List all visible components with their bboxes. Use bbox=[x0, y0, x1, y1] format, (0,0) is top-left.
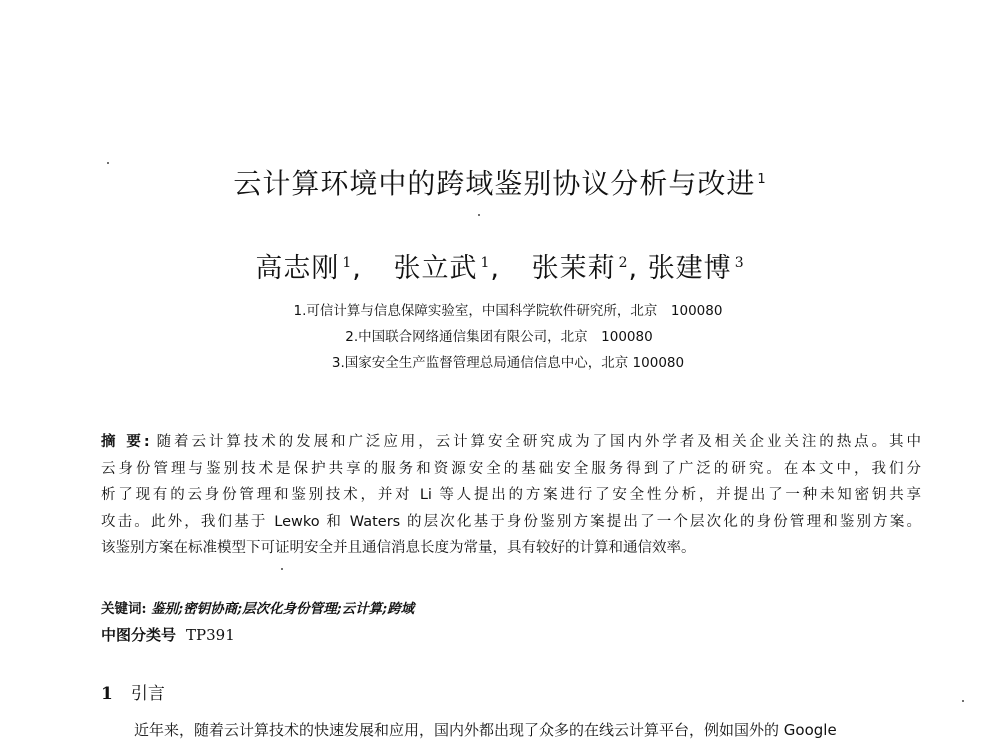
classification-number bbox=[101, 624, 235, 645]
author-name: 高志刚 bbox=[255, 253, 340, 284]
section-number: 1 bbox=[101, 684, 113, 704]
scan-speck bbox=[281, 568, 283, 570]
author-name: 张茉莉 bbox=[531, 253, 616, 284]
author-affiliation-mark: 1 bbox=[342, 255, 353, 271]
abstract-line: 该鉴别方案在标准模型下可证明安全并且通信消息长度为常量，具有较好的计算和通信效率。 bbox=[101, 540, 696, 556]
abstract-label: 摘 要: bbox=[101, 434, 150, 450]
author-name: 张立武 bbox=[393, 253, 478, 284]
abstract-line bbox=[101, 429, 921, 456]
section-title: 引言 bbox=[130, 684, 165, 704]
author-affiliation-mark: 1 bbox=[480, 255, 491, 271]
scan-speck bbox=[107, 162, 109, 164]
affiliation-2: 2.中国联合网络通信集团有限公司，北京 100080 bbox=[345, 329, 653, 345]
abstract bbox=[101, 429, 921, 562]
affiliation-3: 3.国家安全生产监督管理总局通信信息中心，北京 100080 bbox=[331, 355, 685, 371]
clc-label: 中图分类号 bbox=[101, 626, 177, 644]
abstract-line: 云身份管理与鉴别技术是保护共享的服务和资源安全的基础安全服务得到了广泛的研究。在本文中，我们分 bbox=[101, 460, 921, 477]
title-text: 云计算环境中的跨域鉴别协议分析与改进 bbox=[233, 167, 756, 200]
abstract-text: 随着云计算技术的发展和广泛应用，云计算安全研究成为了国内外学者及相关企业关注的热点。其中 bbox=[153, 434, 921, 450]
body-paragraph: 近年来，随着云计算技术的快速发展和应用，国内外都出现了众多的在线云计算平台，例如国外的 Google bbox=[134, 721, 837, 739]
affiliation-1: 1.可信计算与信息保障实验室，中国科学院软件研究所，北京 100080 bbox=[293, 303, 723, 319]
author-affiliation-mark: 3 bbox=[734, 255, 745, 271]
paper-title bbox=[0, 162, 1000, 202]
abstract-line: 攻击。此外，我们基于 Lewko 和 Waters 的层次化基于身份鉴别方案提出了一个层次化的身份管理和鉴别方案。 bbox=[101, 513, 921, 530]
scan-speck bbox=[478, 214, 480, 216]
keywords-label: 关键词: bbox=[101, 601, 147, 617]
title-footnote-mark: 1 bbox=[757, 171, 767, 187]
clc-code: TP391 bbox=[186, 626, 235, 644]
scan-speck bbox=[962, 700, 964, 702]
abstract-line: 析了现有的云身份管理和鉴别技术，并对 Li 等人提出的方案进行了安全性分析，并提出了一种未知密钥共享 bbox=[101, 487, 921, 503]
keywords bbox=[101, 597, 414, 617]
keywords-text: 鉴别;密钥协商;层次化身份管理;云计算;跨域 bbox=[151, 601, 415, 617]
author-list: 高志刚 $^1$, 张立武 $^1$, 张茉莉 $^2$, 张建博 $^3$ bbox=[255, 253, 745, 284]
section-heading bbox=[101, 679, 165, 704]
author-affiliation-mark: 2 bbox=[618, 255, 629, 271]
author-name: 张建博 bbox=[647, 253, 732, 284]
